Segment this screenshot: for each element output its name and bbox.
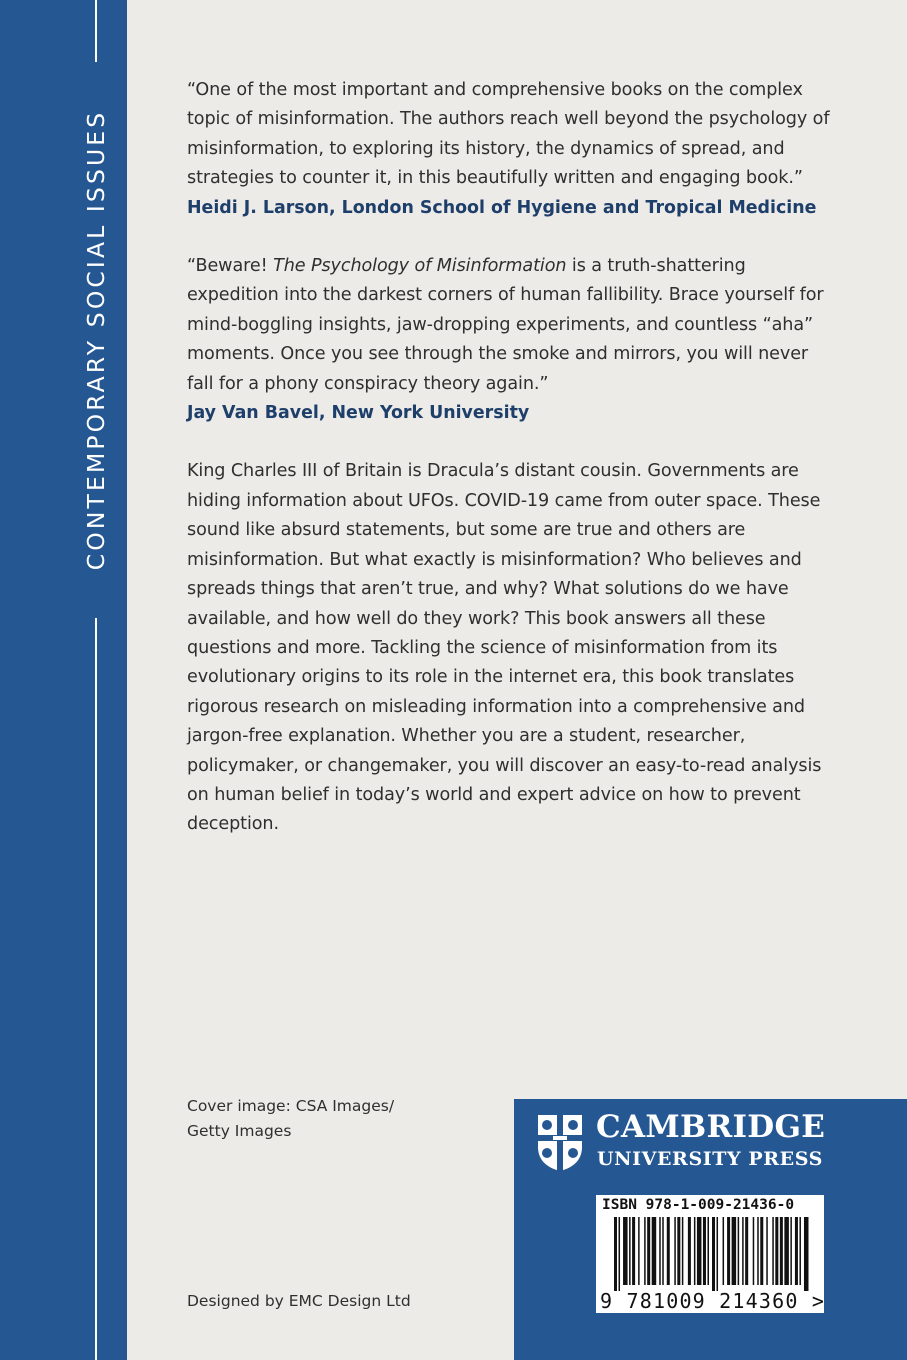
quote-text-after: is a truth-shattering expedition into the darkest corners of human fallibility. Brace yourself for mind-boggling insights, jaw-dropping experiments, and countless “aha” moments. Once you see through the smoke and mirrors, you will never fall for a phony conspiracy theory again.” bbox=[187, 256, 824, 394]
barcode-bar bbox=[632, 1217, 635, 1285]
barcode-bar bbox=[659, 1217, 661, 1285]
barcode-bar bbox=[674, 1217, 676, 1285]
description-block bbox=[187, 457, 837, 839]
quote-attribution: Heidi J. Larson, London School of Hygiene and Tropical Medicine bbox=[187, 197, 817, 218]
barcode-bar bbox=[703, 1217, 706, 1285]
quote-block-1 bbox=[187, 76, 837, 223]
quote-text: “One of the most important and comprehensive books on the complex topic of misinformation. The authors reach well beyond the psychology of misinformation, to exploring its history, the dynamics of spread, and strategies to counter it, in this beautifully written and engaging book.” bbox=[187, 80, 830, 189]
isbn-label: ISBN 978-1-009-21436-0 bbox=[602, 1197, 795, 1213]
barcode-bar bbox=[766, 1217, 768, 1285]
isbn-barcode bbox=[596, 1195, 824, 1313]
spine-band bbox=[0, 0, 127, 1360]
quote-text bbox=[187, 252, 837, 399]
barcode-digits: 9 781009 214360 > bbox=[600, 1289, 826, 1313]
barcode-bar bbox=[738, 1217, 740, 1285]
series-title: CONTEMPORARY SOCIAL ISSUES bbox=[82, 109, 110, 571]
barcode-bar bbox=[644, 1217, 646, 1285]
spine-divider-top bbox=[95, 0, 97, 62]
barcode-bar bbox=[760, 1217, 763, 1285]
barcode-bar bbox=[799, 1217, 801, 1285]
barcode-bar bbox=[619, 1217, 621, 1291]
barcode-bar bbox=[727, 1217, 730, 1285]
publisher-subtitle: UNIVERSITY PRESS bbox=[597, 1148, 823, 1170]
publisher-panel bbox=[514, 1099, 907, 1360]
cover-image-credit bbox=[187, 1094, 394, 1144]
book-description: King Charles III of Britain is Dracula’s distant cousin. Governments are hiding information about UFOs. COVID-19 came from outer space. These sound like absurd statements, but some are true and others are misinformation. But what exactly is misinformation? Who believes and spreads things that aren’t true, and why? What solutions do we have available, and how well do they work? This book answers all these questions and more. Tackling the science of misinformation from its evolutionary origins to its role in the internet era, this book translates rigorous research on misleading information into a comprehensive and jargon-free explanation. Whether you are a student, researcher, policymaker, or changemaker, you will discover an easy-to-read analysis on human belief in today’s world and expert advice on how to prevent deception. bbox=[187, 461, 822, 835]
barcode-bar bbox=[662, 1217, 664, 1285]
barcode-bar bbox=[677, 1217, 680, 1285]
barcode-bar bbox=[742, 1217, 744, 1285]
barcode-bar bbox=[667, 1217, 670, 1285]
barcode-bar bbox=[757, 1217, 759, 1285]
quote-attribution: Jay Van Bavel, New York University bbox=[187, 403, 530, 424]
barcode-bar bbox=[638, 1217, 640, 1285]
barcode-bar bbox=[723, 1217, 725, 1285]
barcode-bar bbox=[614, 1217, 617, 1291]
back-cover-text bbox=[187, 76, 837, 869]
barcode-bar bbox=[745, 1217, 748, 1285]
barcode-bar bbox=[647, 1217, 650, 1285]
barcode-bar bbox=[694, 1217, 696, 1285]
barcode-bar bbox=[697, 1217, 702, 1285]
barcode-bar bbox=[707, 1217, 709, 1285]
barcode-bar bbox=[804, 1217, 809, 1291]
barcode-bar bbox=[682, 1217, 684, 1285]
barcode-bar bbox=[780, 1217, 783, 1285]
barcode-bar bbox=[772, 1217, 774, 1285]
barcode-bar bbox=[790, 1217, 792, 1285]
barcode-bars bbox=[614, 1217, 810, 1291]
publisher-name: CAMBRIDGE bbox=[596, 1109, 826, 1145]
barcode-bar bbox=[652, 1217, 657, 1285]
designer-credit: Designed by EMC Design Ltd bbox=[187, 1292, 411, 1310]
quote-block-2 bbox=[187, 252, 837, 428]
barcode-bar bbox=[623, 1217, 628, 1285]
barcode-bar bbox=[629, 1217, 631, 1285]
spine-divider-bottom bbox=[95, 618, 97, 1360]
barcode-bar bbox=[717, 1217, 719, 1291]
barcode-bar bbox=[784, 1217, 789, 1285]
barcode-bar bbox=[732, 1217, 737, 1285]
book-title: The Psychology of Misinformation bbox=[273, 256, 567, 277]
barcode-bar bbox=[753, 1217, 755, 1285]
cover-credit-line2: Getty Images bbox=[187, 1122, 292, 1140]
barcode-bar bbox=[775, 1217, 778, 1285]
cambridge-shield-icon bbox=[536, 1113, 584, 1173]
barcode-bar bbox=[712, 1217, 715, 1291]
barcode-bar bbox=[795, 1217, 798, 1285]
barcode-bar bbox=[688, 1217, 691, 1285]
cover-credit-line1: Cover image: CSA Images/ bbox=[187, 1097, 395, 1115]
quote-text-before: “Beware! bbox=[187, 256, 274, 277]
